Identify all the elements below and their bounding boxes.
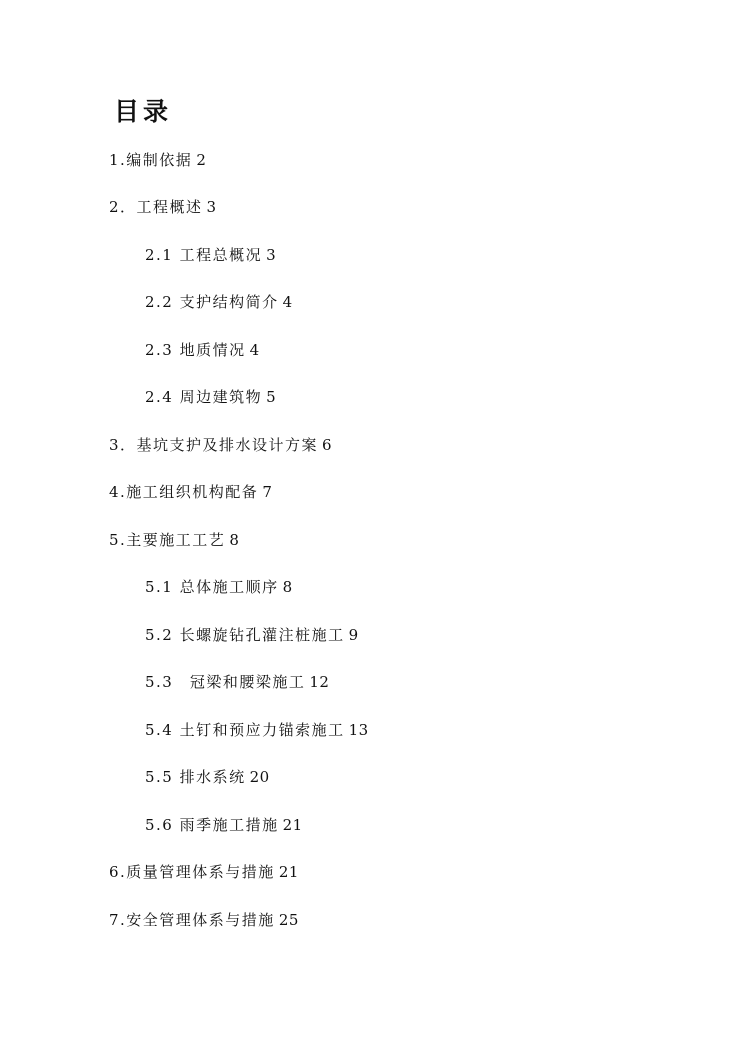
toc-title: 目录 bbox=[114, 97, 173, 126]
toc-entry-page: 7 bbox=[262, 483, 273, 501]
toc-entry-page: 8 bbox=[282, 578, 293, 596]
toc-entry[interactable] bbox=[109, 477, 272, 507]
toc-entry-page: 8 bbox=[229, 531, 240, 549]
toc-entry-label: 5.6 雨季施工措施 bbox=[145, 816, 279, 834]
toc-entry[interactable] bbox=[145, 810, 303, 840]
toc-entry-page: 5 bbox=[266, 388, 277, 406]
toc-entry-label: 2.3 地质情况 bbox=[145, 341, 246, 359]
toc-entry[interactable] bbox=[145, 382, 276, 412]
toc-entry[interactable] bbox=[145, 240, 276, 270]
toc-entry-label: 2．工程概述 bbox=[109, 198, 203, 216]
toc-entry-label: 5.3 冠梁和腰梁施工 bbox=[145, 673, 306, 691]
toc-entry-label: 5.1 总体施工顺序 bbox=[145, 578, 279, 596]
toc-entry-page: 6 bbox=[322, 436, 333, 454]
toc-entry-label: 6.质量管理体系与措施 bbox=[109, 863, 275, 881]
toc-entry[interactable] bbox=[109, 145, 206, 175]
toc-entry[interactable] bbox=[145, 287, 293, 317]
toc-entry[interactable] bbox=[145, 762, 270, 792]
toc-entry-label: 5.4 土钉和预应力锚索施工 bbox=[145, 721, 345, 739]
toc-entry-page: 12 bbox=[309, 673, 330, 691]
toc-entry-label: 3．基坑支护及排水设计方案 bbox=[109, 436, 319, 454]
toc-entry[interactable] bbox=[145, 620, 359, 650]
toc-entry-page: 21 bbox=[282, 816, 303, 834]
toc-entry-page: 3 bbox=[266, 246, 277, 264]
toc-entry-label: 5.5 排水系统 bbox=[145, 768, 246, 786]
toc-entry-label: 5.2 长螺旋钻孔灌注桩施工 bbox=[145, 626, 345, 644]
toc-entry[interactable] bbox=[145, 335, 260, 365]
toc-entry-page: 13 bbox=[348, 721, 369, 739]
toc-entry-page: 20 bbox=[249, 768, 270, 786]
toc-entry-page: 25 bbox=[278, 911, 299, 929]
toc-entry[interactable] bbox=[145, 572, 293, 602]
toc-entry-page: 21 bbox=[278, 863, 299, 881]
toc-entry-page: 4 bbox=[249, 341, 260, 359]
toc-entry-label: 4.施工组织机构配备 bbox=[109, 483, 259, 501]
toc-entry[interactable] bbox=[109, 430, 332, 460]
toc-entry-label: 7.安全管理体系与措施 bbox=[109, 911, 275, 929]
toc-entry-page: 2 bbox=[196, 151, 207, 169]
toc-entry-label: 2.2 支护结构简介 bbox=[145, 293, 279, 311]
toc-entry[interactable] bbox=[109, 525, 239, 555]
toc-entry-label: 1.编制依据 bbox=[109, 151, 193, 169]
toc-entry[interactable] bbox=[145, 715, 369, 745]
toc-entry-page: 4 bbox=[282, 293, 293, 311]
toc-entry-label: 2.4 周边建筑物 bbox=[145, 388, 263, 406]
toc-entry-label: 5.主要施工工艺 bbox=[109, 531, 226, 549]
toc-entry[interactable] bbox=[145, 667, 329, 697]
toc-entry[interactable] bbox=[109, 905, 299, 935]
toc-entry-label: 2.1 工程总概况 bbox=[145, 246, 263, 264]
toc-entry[interactable] bbox=[109, 857, 299, 887]
toc-entry-page: 3 bbox=[206, 198, 217, 216]
toc-entry[interactable] bbox=[109, 192, 217, 222]
toc-entry-page: 9 bbox=[348, 626, 359, 644]
